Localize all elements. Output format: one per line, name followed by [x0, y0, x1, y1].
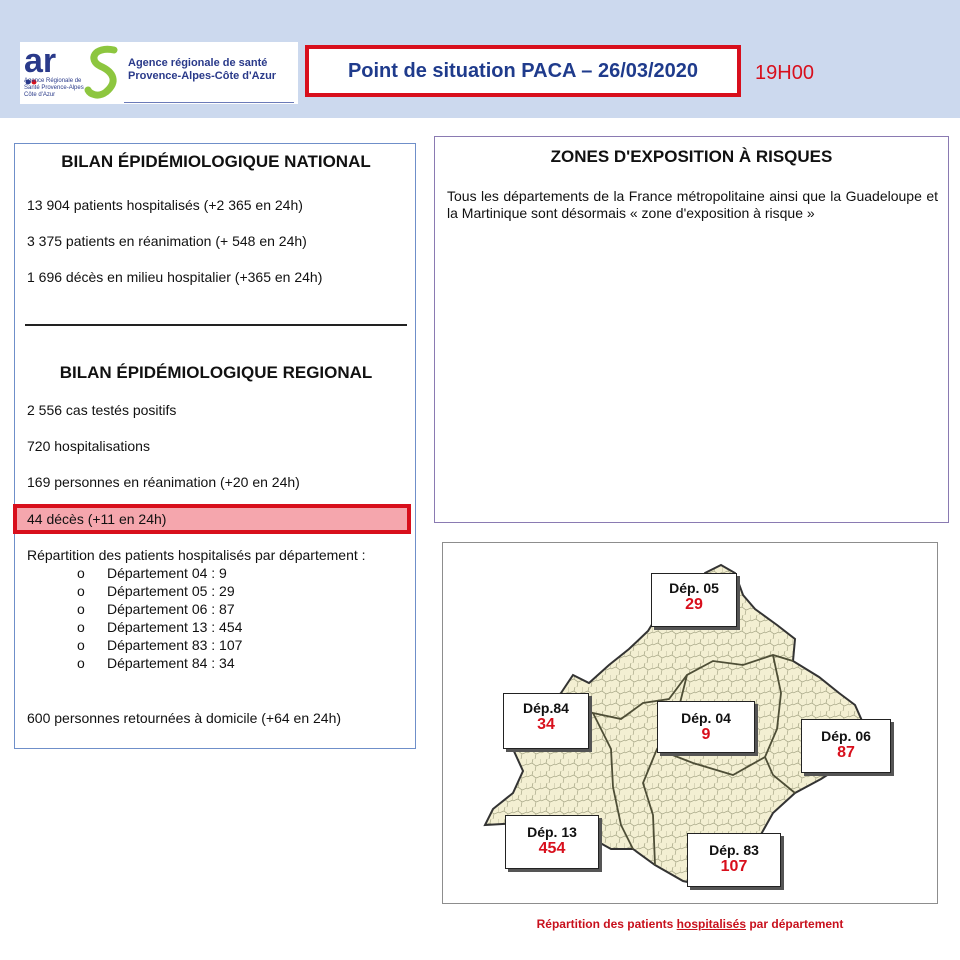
dept-line: Département 05 : 29 — [107, 583, 235, 599]
bullet-icon: o — [77, 619, 85, 635]
regional-line-hospitalizations: 720 hospitalisations — [27, 438, 150, 454]
returned-home-line: 600 personnes retournées à domicile (+64 en 24h) — [27, 710, 342, 726]
map-label-value: 454 — [538, 840, 566, 857]
ars-logo — [20, 42, 298, 104]
page-title: Point de situation PACA – 26/03/2020 — [305, 45, 741, 97]
national-heading: BILAN ÉPIDÉMIOLOGIQUE NATIONAL — [61, 152, 371, 171]
map-label-name: Dép.84 — [523, 700, 569, 716]
list-item — [77, 601, 235, 617]
map-label-dep06 — [801, 719, 891, 773]
ars-logo-subtext: Agence Régionale de Santé Provence-Alpes Côte d'Azur — [24, 78, 84, 98]
map-label-dep84 — [503, 693, 589, 749]
org-line2: Provence-Alpes-Côte d'Azur — [128, 70, 277, 82]
org-line1: Agence régionale de santé — [128, 57, 268, 69]
svg-text:ar: ar — [24, 42, 57, 80]
paca-map — [442, 542, 938, 904]
header-banner — [0, 0, 960, 118]
dept-line: Département 84 : 34 — [107, 655, 235, 671]
dept-line: Département 06 : 87 — [107, 601, 235, 617]
national-line-hospitalized: 13 904 patients hospitalisés (+2 365 en 24h) — [27, 197, 303, 213]
regional-heading: BILAN ÉPIDÉMIOLOGIQUE REGIONAL — [59, 363, 373, 382]
map-label-name: Dép. 04 — [681, 710, 731, 726]
risk-zones-heading: ZONES D'EXPOSITION À RISQUES — [550, 147, 833, 166]
caption-text: par département — [746, 917, 844, 931]
bullet-icon: o — [77, 601, 85, 617]
map-label-value: 107 — [720, 858, 748, 875]
bullet-icon: o — [77, 655, 85, 671]
map-label-name: Dép. 13 — [527, 824, 577, 840]
bullet-icon: o — [77, 637, 85, 653]
map-label-name: Dép. 05 — [669, 580, 719, 596]
national-line-deaths: 1 696 décès en milieu hospitalier (+365 en 24h) — [27, 269, 323, 285]
map-label-dep05 — [651, 573, 737, 627]
map-label-dep13 — [505, 815, 599, 869]
map-label-dep04 — [657, 701, 755, 753]
list-item — [77, 565, 227, 581]
deaths-highlight — [13, 504, 411, 534]
caption-text: Répartition des patients — [536, 917, 677, 931]
org-name — [128, 57, 276, 83]
repartition-title: Répartition des patients hospitalisés par département : — [27, 547, 366, 563]
map-caption — [442, 917, 938, 931]
map-label-name: Dép. 06 — [821, 728, 871, 744]
bullet-icon: o — [77, 583, 85, 599]
list-item — [77, 583, 235, 599]
national-line-icu: 3 375 patients en réanimation (+ 548 en 24h) — [27, 233, 307, 249]
epidemiology-panel — [14, 143, 416, 749]
map-label-dep83 — [687, 833, 781, 887]
map-label-value: 87 — [837, 744, 855, 761]
dept-line: Département 83 : 107 — [107, 637, 243, 653]
dept-line: Département 13 : 454 — [107, 619, 243, 635]
report-time: 19H00 — [755, 62, 814, 84]
list-item — [77, 637, 242, 653]
dept-line: Département 04 : 9 — [107, 565, 227, 581]
map-label-name: Dép. 83 — [709, 842, 759, 858]
risk-zones-text: Tous les départements de la France métropolitaine ainsi que la Guadeloupe et la Martinique sont désormais « zone d'exposition à risque » — [447, 188, 938, 221]
bullet-icon: o — [77, 565, 85, 581]
map-label-value: 29 — [685, 596, 703, 613]
caption-underlined: hospitalisés — [676, 917, 747, 931]
org-underline — [124, 102, 294, 103]
deaths-highlight-text: 44 décès (+11 en 24h) — [27, 511, 167, 527]
section-divider — [25, 324, 407, 326]
map-label-value: 9 — [701, 726, 711, 743]
list-item — [77, 655, 235, 671]
risk-zones-panel — [434, 136, 949, 523]
regional-line-icu: 169 personnes en réanimation (+20 en 24h) — [27, 474, 300, 490]
map-label-value: 34 — [537, 716, 555, 733]
list-item — [77, 619, 242, 635]
regional-line-positive: 2 556 cas testés positifs — [27, 402, 177, 418]
